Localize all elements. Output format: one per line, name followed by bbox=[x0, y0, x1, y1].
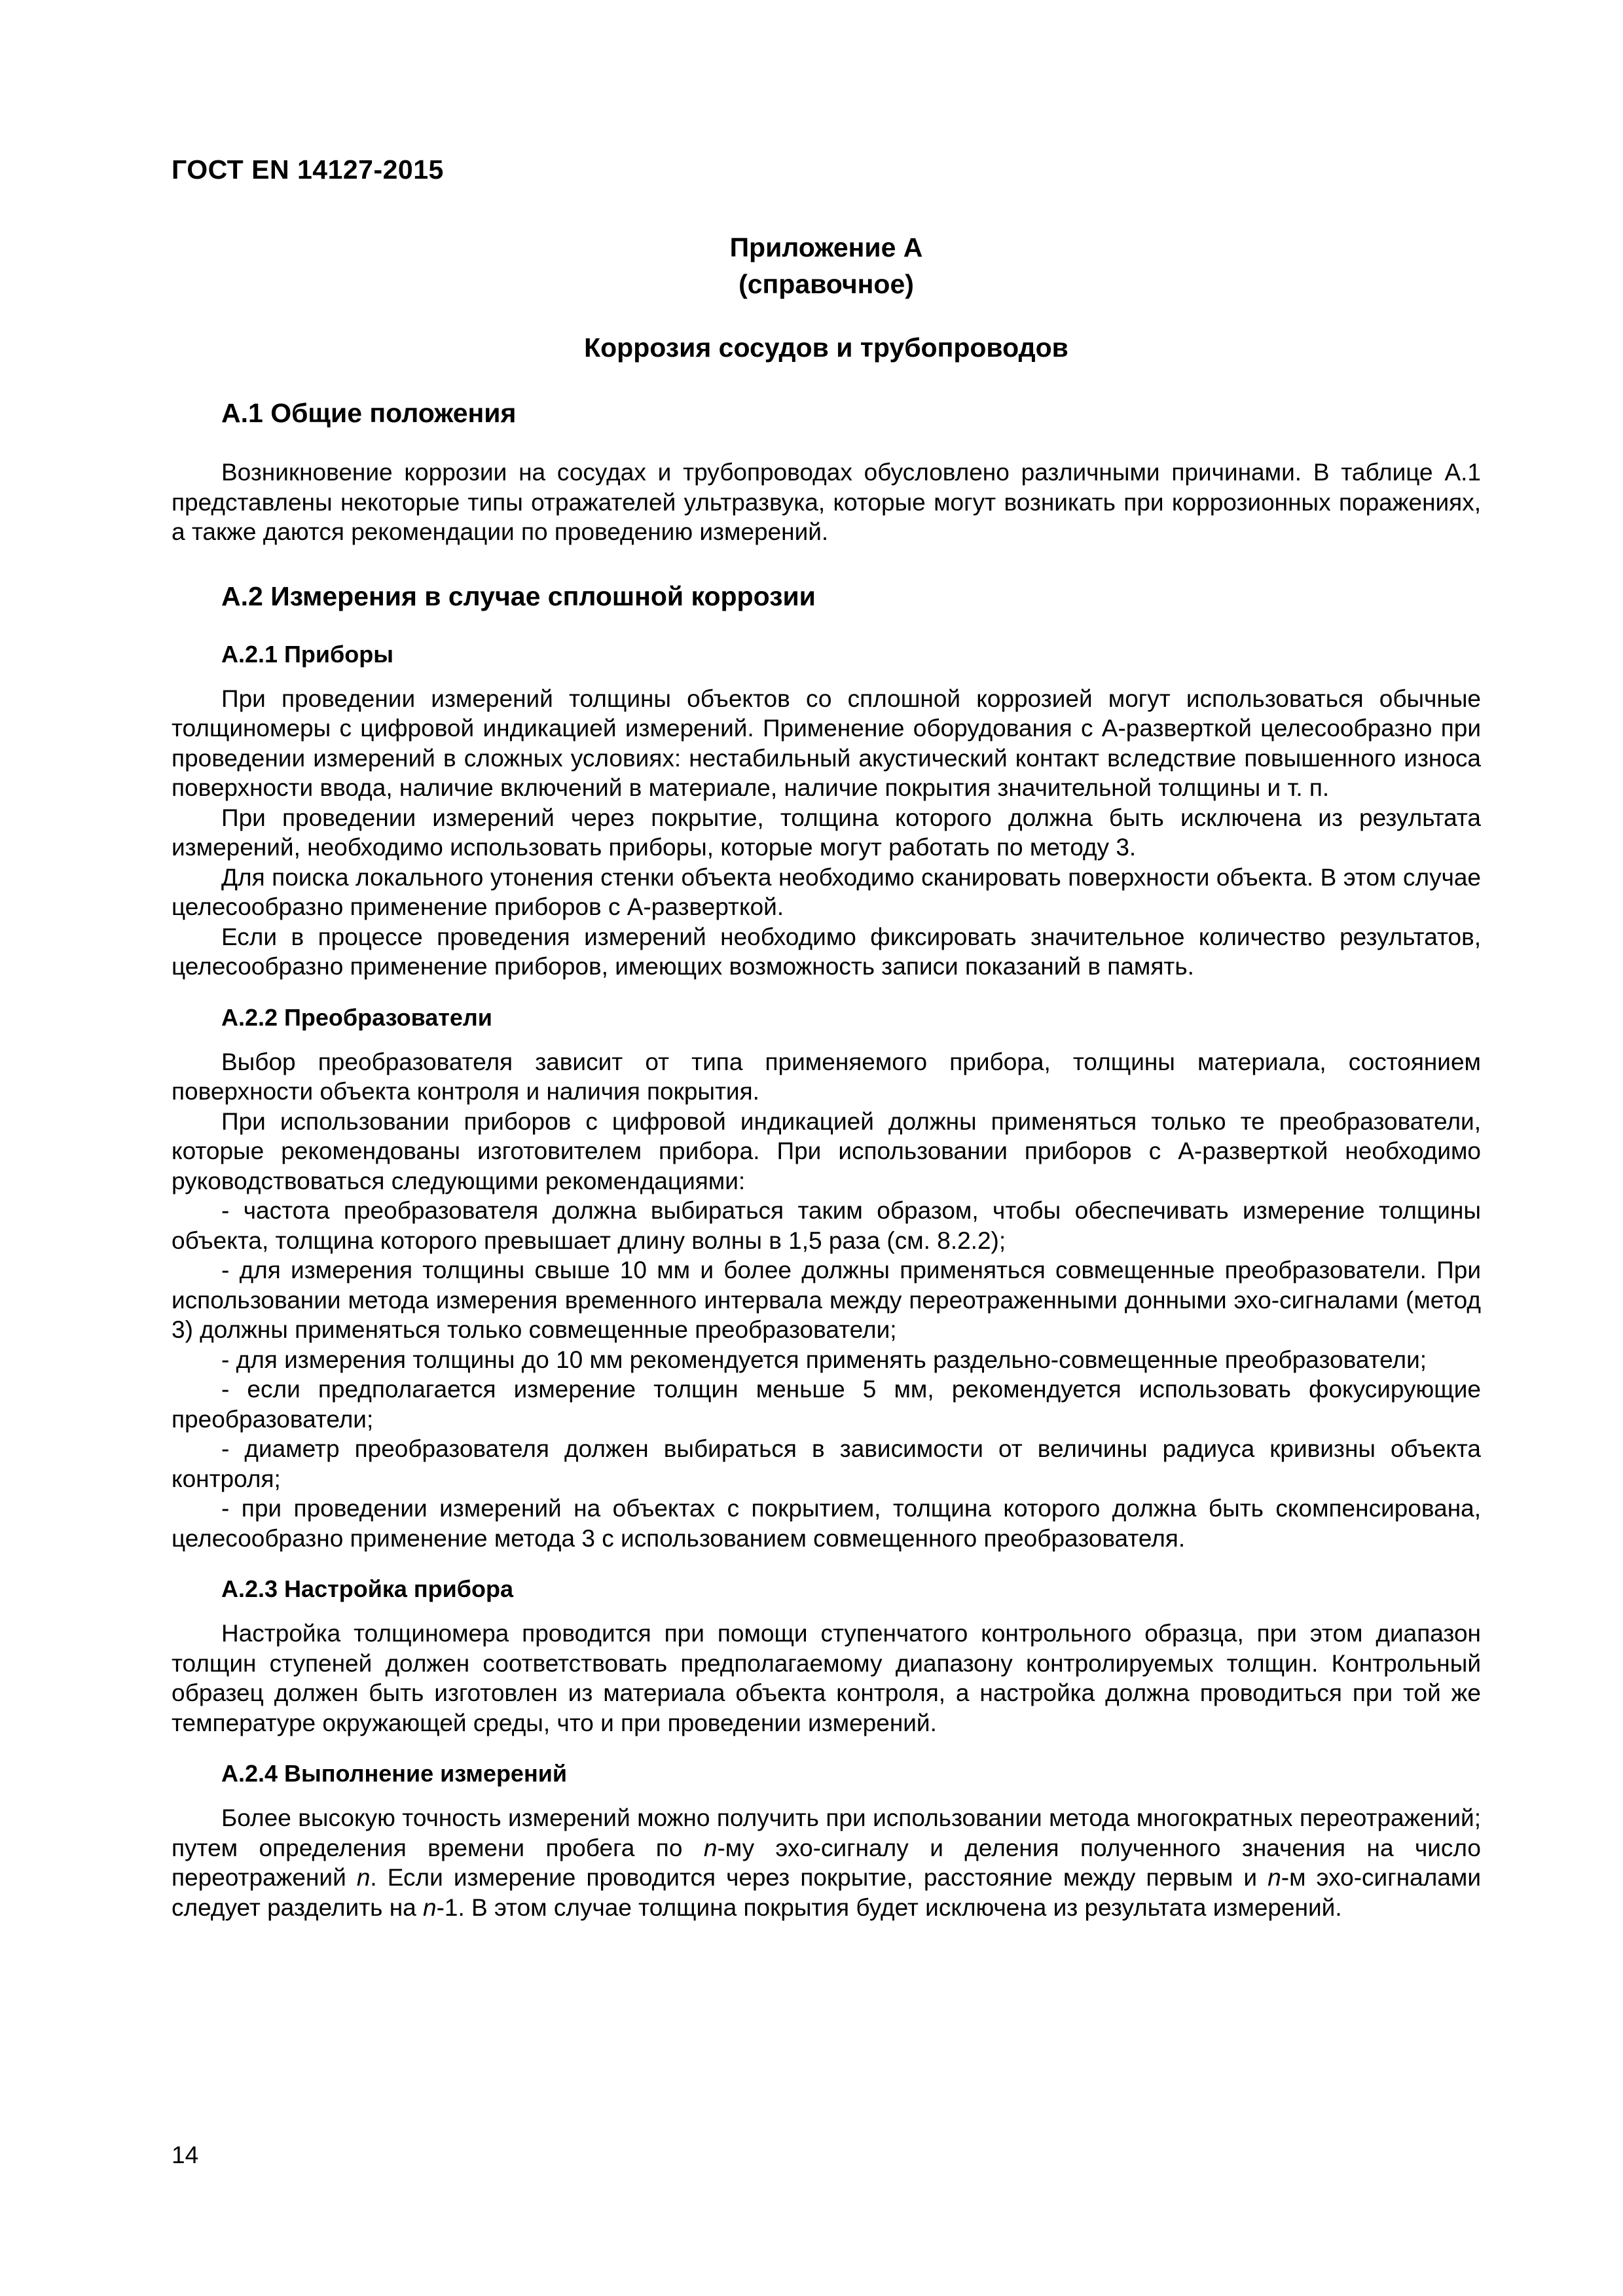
list-item: - при проведении измерений на объектах с покрытием, толщина которого должна быть скомпенсирована, целесообразно применение метода 3 с использованием совмещенного преобразователя. bbox=[172, 1495, 1481, 1552]
annex-heading bbox=[172, 229, 1481, 302]
section-heading-a1: А.1 Общие положения bbox=[221, 398, 517, 428]
subsection-heading-a21: А.2.1 Приборы bbox=[221, 640, 394, 668]
paragraph: При использовании приборов с цифровой индикацией должны применяться только те преобразователи, которые рекомендованы изготовителем прибора. При использовании приборов с А-разверткой необходимо руководствоваться следующими рекомендациями: bbox=[172, 1107, 1481, 1194]
document-code: ГОСТ EN 14127-2015 bbox=[172, 154, 444, 185]
paragraph: Если в процессе проведения измерений необходимо фиксировать значительное количество результатов, целесообразно применение приборов, имеющих возможность записи показаний в память. bbox=[172, 923, 1481, 980]
paragraph: При проведении измерений толщины объектов со сплошной коррозией могут использоваться обычные толщиномеры с цифровой индикацией измерений. Применение оборудования с А-разверткой целесообразно при проведении измерений в сложных условиях: нестабильный акустический контакт вследствие повышенного износа поверхности ввода, наличие включений в материале, наличие покрытия значительной толщины и т. п. bbox=[172, 685, 1481, 801]
list-item: - если предполагается измерение толщин меньше 5 мм, рекомендуется использовать фокусирующие преобразователи; bbox=[172, 1376, 1481, 1433]
paragraph: Более высокую точность измерений можно получить при использовании метода многократных переотражений; путем определения времени пробега по n-му эхо-сигналу и деления полученного значения на число переотражений n. Если измерение проводится через покрытие, расстояние между первым и n-м эхо-сигналами следует разделить на n-1. В этом случае толщина покрытия будет исключена из результата измерений. bbox=[172, 1804, 1482, 1921]
section-heading-a2: А.2 Измерения в случае сплошной коррозии bbox=[221, 581, 816, 611]
subsection-heading-a23: А.2.3 Настройка прибора bbox=[221, 1575, 513, 1602]
paragraph: Возникновение коррозии на сосудах и трубопроводах обусловлено различными причинами. В таблице А.1 представлены некоторые типы отражателей ультразвука, которые могут возникать при коррозионных поражениях, а также даются рекомендации по проведению измерений. bbox=[172, 459, 1481, 545]
list-item: - для измерения толщины до 10 мм рекомендуется применять раздельно-совмещенные преобразователи; bbox=[221, 1346, 1427, 1373]
paragraph: Настройка толщиномера проводится при помощи ступенчатого контрольного образца, при этом диапазон толщин ступеней должен соответствовать предполагаемому диапазону контролируемых толщин. Контрольный образец должен быть изготовлен из материала объекта контроля, а настройка должна проводиться при той же температуре окружающей среды, что и при проведении измерений. bbox=[172, 1620, 1481, 1736]
paragraph: При проведении измерений через покрытие, толщина которого должна быть исключена из результата измерений, необходимо использовать приборы, которые могут работать по методу 3. bbox=[172, 804, 1481, 861]
subsection-heading-a24: А.2.4 Выполнение измерений bbox=[221, 1760, 567, 1787]
list-item: - для измерения толщины свыше 10 мм и более должны применяться совмещенные преобразователи. При использовании метода измерения временного интервала между переотраженными донными эхо-сигналами (метод 3) должны применяться только совмещенные преобразователи; bbox=[172, 1257, 1481, 1343]
list-item: - диаметр преобразователя должен выбираться в зависимости от величины радиуса кривизны объекта контроля; bbox=[172, 1435, 1481, 1492]
page-number: 14 bbox=[172, 2142, 199, 2168]
paragraph: Для поиска локального утонения стенки объекта необходимо сканировать поверхности объекта. В этом случае целесообразно применение приборов с А-разверткой. bbox=[172, 863, 1481, 920]
annex-main-title: Коррозия сосудов и трубопроводов bbox=[584, 332, 1068, 363]
document-body bbox=[172, 398, 1481, 1922]
annex-status: (справочное) bbox=[739, 269, 914, 299]
paragraph: Выбор преобразователя зависит от типа применяемого прибора, толщины материала, состоянием поверхности объекта контроля и наличия покрытия. bbox=[172, 1048, 1481, 1105]
annex-title: Приложение А bbox=[729, 232, 923, 262]
list-item: - частота преобразователя должна выбираться таким образом, чтобы обеспечивать измерение толщины объекта, толщина которого превышает длину волны в 1,5 раза (см. 8.2.2); bbox=[172, 1197, 1481, 1254]
subsection-heading-a22: А.2.2 Преобразователи bbox=[221, 1003, 492, 1031]
